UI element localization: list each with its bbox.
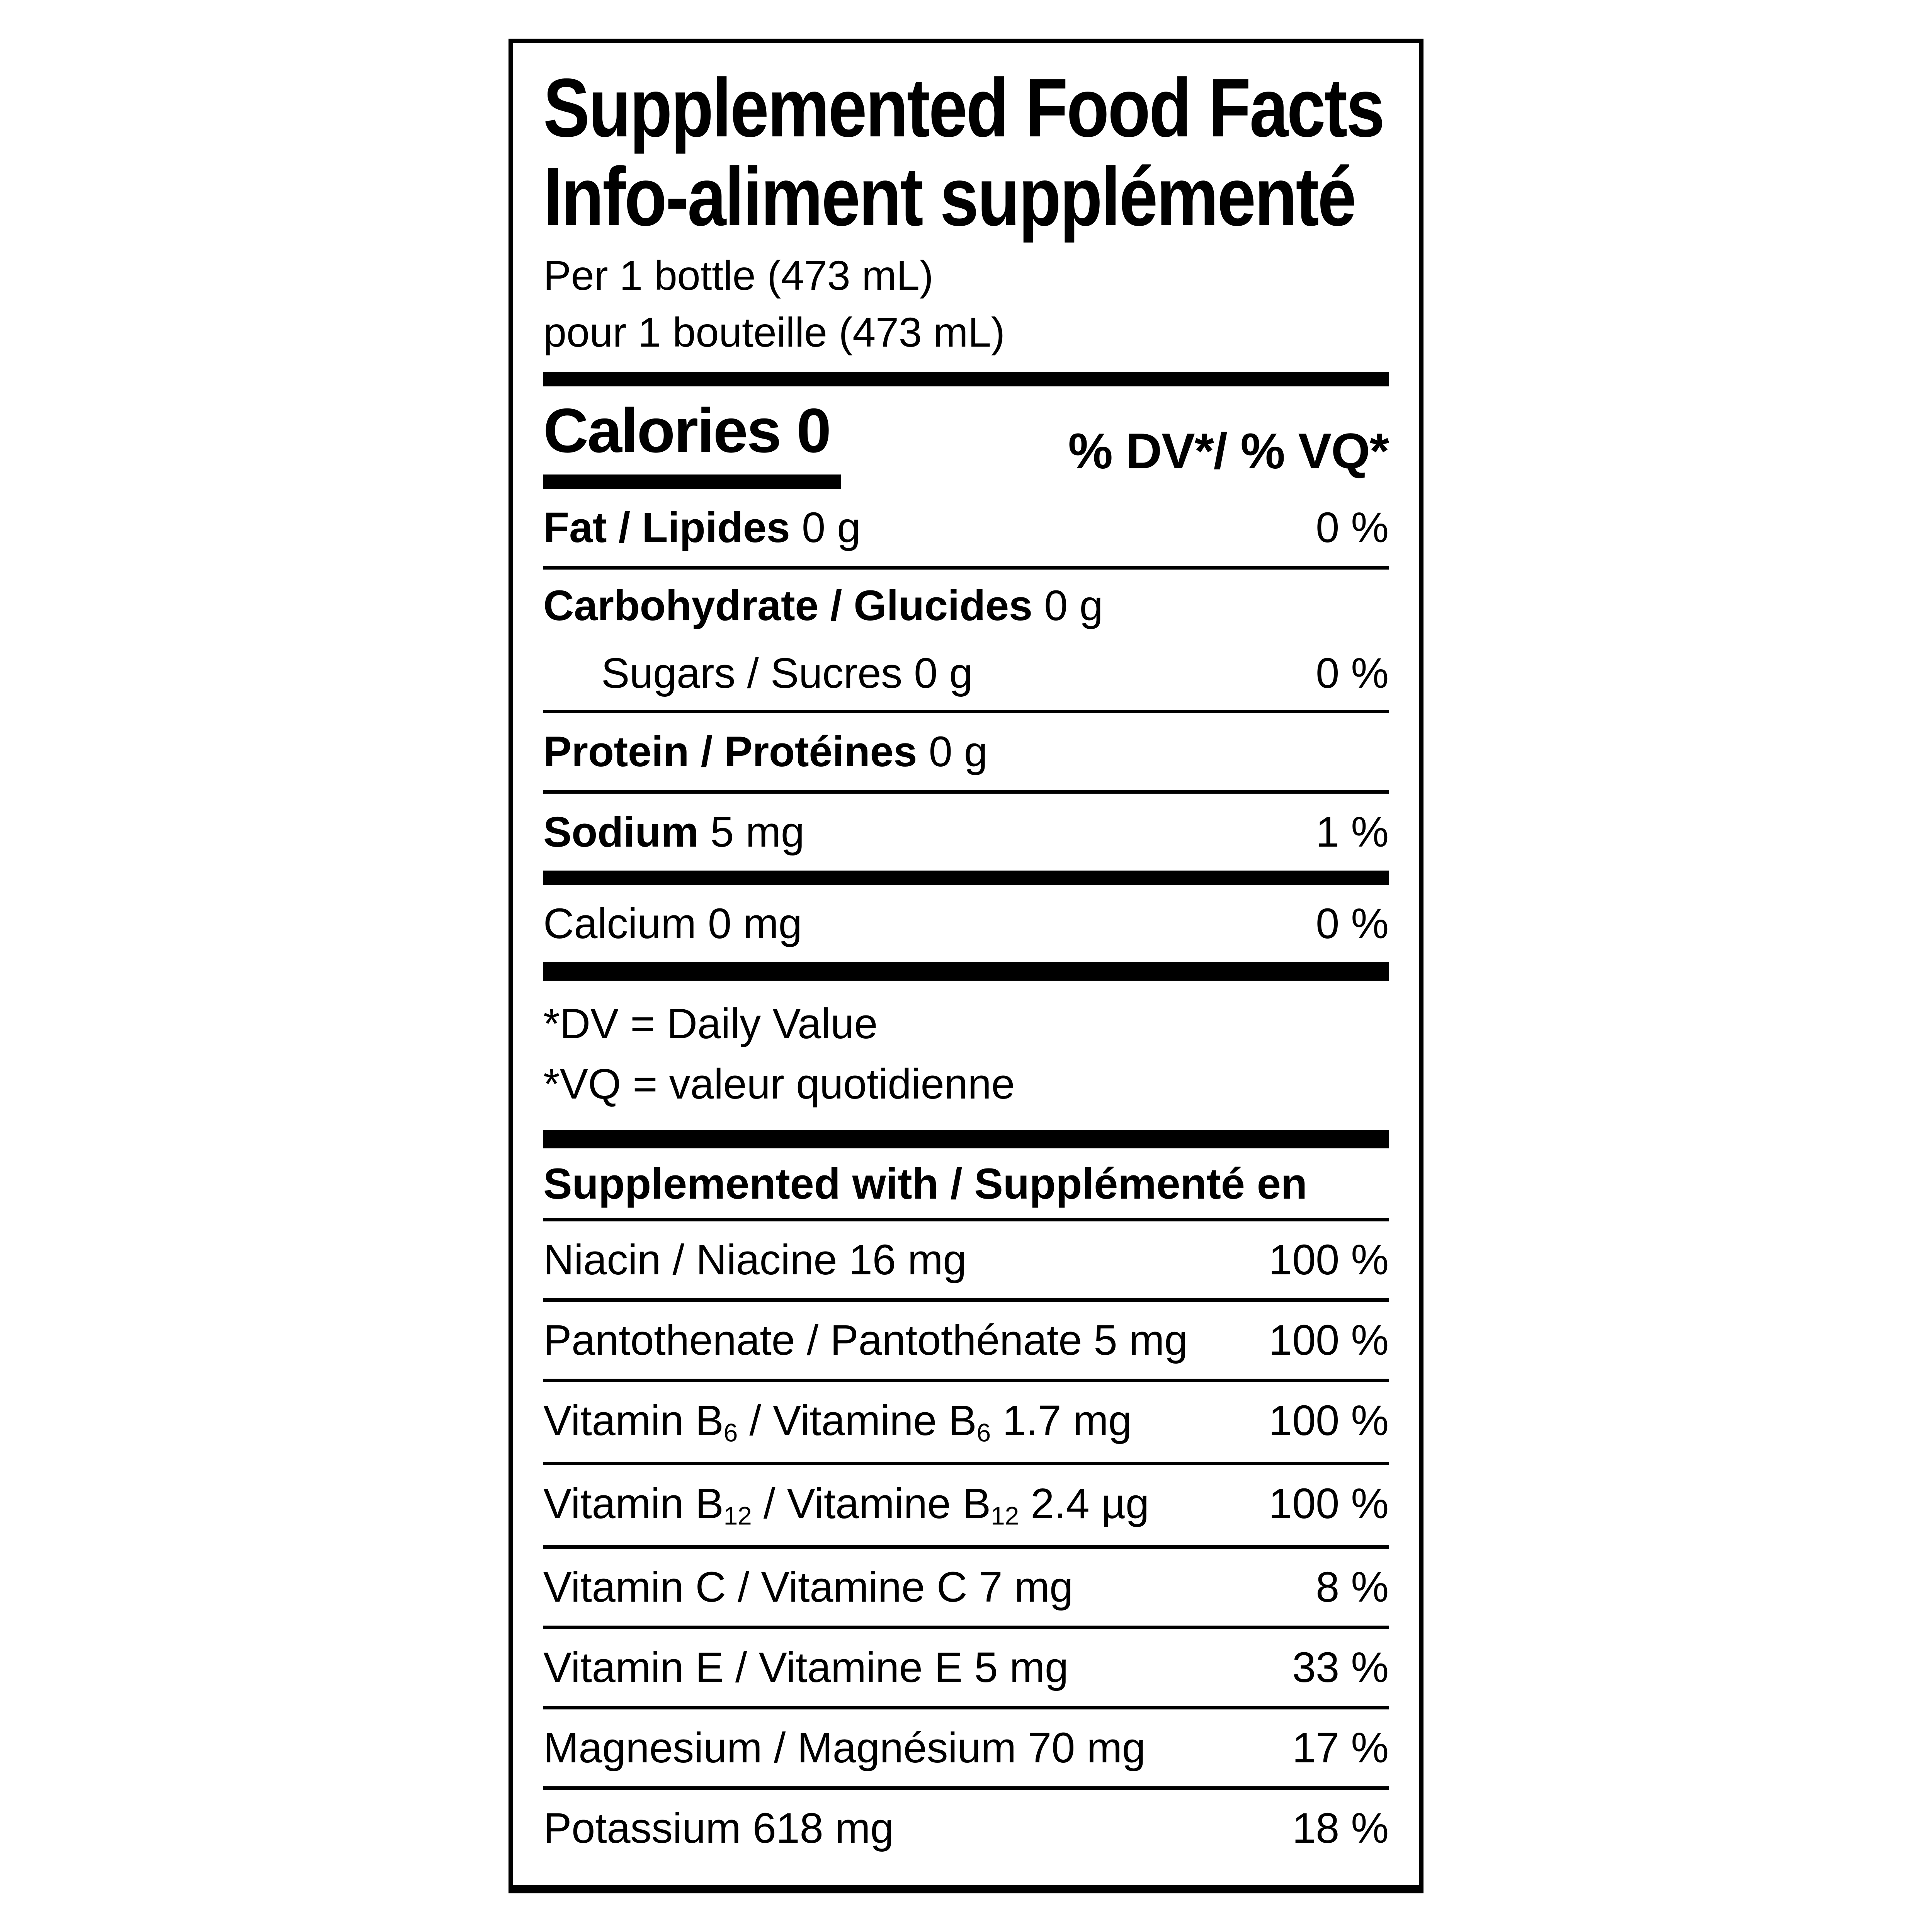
supplement-row-niacin	[543, 1221, 1389, 1298]
serving-size	[543, 247, 1389, 361]
divider	[543, 1218, 1389, 1221]
supplemented-food-facts-label	[509, 39, 1423, 1893]
vitamin-b6-percent: 100 %	[1269, 1397, 1389, 1444]
pantothenate-label: Pantothenate / Pantothénate 5 mg	[543, 1316, 1188, 1364]
sodium-label: Sodium	[543, 808, 699, 856]
divider	[543, 1706, 1389, 1709]
divider	[543, 790, 1389, 794]
nutrient-row-calcium	[543, 885, 1389, 962]
vitamin-e-percent: 33 %	[1292, 1644, 1389, 1691]
nutrient-row-fat	[543, 489, 1389, 566]
vitamin-b6-label: Vitamin $B_6$ / Vitamine $B_6$ 1.7 mg	[543, 1397, 1132, 1447]
daily-value-header: % DV*/ % VQ*	[1068, 422, 1389, 479]
sodium-percent: 1 %	[1316, 808, 1389, 856]
calories-value: 0	[796, 395, 830, 466]
supplemented-with-header: Supplemented with / Supplémenté en	[543, 1160, 1307, 1208]
calcium-amount: 0 mg	[707, 900, 802, 947]
magnesium-label: Magnesium / Magnésium 70 mg	[543, 1724, 1146, 1772]
label-title	[543, 63, 1389, 241]
vitamin-c-label: Vitamin C / Vitamine C 7 mg	[543, 1563, 1073, 1611]
divider	[543, 1298, 1389, 1302]
footnote-daily-value: *DV = Daily Value	[543, 1000, 878, 1048]
vitamin-b12-label: Vitamin $B_{12}$ / Vitamine $B_{12}$ 2.4 µg	[543, 1480, 1149, 1530]
divider	[543, 1545, 1389, 1549]
nutrient-row-carbohydrate	[543, 570, 1389, 709]
sodium-amount: 5 mg	[710, 808, 804, 856]
protein-amount: 0 g	[929, 728, 988, 776]
potassium-percent: 18 %	[1292, 1804, 1389, 1852]
fat-percent: 0 %	[1316, 503, 1389, 551]
fat-amount: 0 g	[801, 503, 861, 551]
nutrient-row-protein	[543, 713, 1389, 790]
title-english: Supplemented Food Facts	[543, 61, 1384, 154]
supplement-row-magnesium	[543, 1709, 1389, 1786]
pantothenate-percent: 100 %	[1269, 1316, 1389, 1364]
divider	[543, 1626, 1389, 1629]
separator-bar-top	[543, 372, 1389, 386]
nutrient-row-sodium	[543, 794, 1389, 871]
footnote-valeur-quotidienne: *VQ = valeur quotidienne	[543, 1060, 1015, 1108]
supplement-row-potassium	[543, 1790, 1389, 1867]
sugars-label: Sugars / Sucres	[601, 650, 902, 697]
supplement-row-vitamin-e	[543, 1629, 1389, 1706]
supplement-row-vitamin-b12	[543, 1465, 1389, 1545]
divider	[543, 1462, 1389, 1465]
supplement-row-pantothenate	[543, 1302, 1389, 1379]
calcium-label: Calcium	[543, 900, 696, 947]
carbohydrate-amount: 0 g	[1044, 582, 1103, 630]
divider	[543, 710, 1389, 713]
fat-label: Fat / Lipides	[543, 503, 790, 551]
magnesium-percent: 17 %	[1292, 1724, 1389, 1772]
vitamin-e-label: Vitamin E / Vitamine E 5 mg	[543, 1644, 1068, 1691]
sugars-amount: 0 g	[914, 650, 973, 697]
sugars-percent: 0 %	[1316, 650, 1389, 697]
vitamin-b12-percent: 100 %	[1269, 1480, 1389, 1528]
niacin-label: Niacin / Niacine 16 mg	[543, 1236, 967, 1284]
calcium-percent: 0 %	[1316, 900, 1389, 947]
protein-label: Protein / Protéines	[543, 728, 917, 776]
serving-size-english: Per 1 bottle (473 mL)	[543, 252, 934, 299]
divider	[543, 1379, 1389, 1382]
potassium-label: Potassium 618 mg	[543, 1804, 894, 1852]
carbohydrate-label: Carbohydrate / Glucides	[543, 582, 1032, 630]
separator-bar	[543, 1130, 1389, 1148]
calories-section	[543, 395, 1389, 489]
calories-text	[543, 395, 841, 466]
vitamin-c-percent: 8 %	[1316, 1563, 1389, 1611]
calories-block	[543, 395, 841, 489]
serving-size-french: pour 1 bouteille (473 mL)	[543, 308, 1005, 355]
footnotes	[543, 981, 1389, 1130]
supplement-row-vitamin-c	[543, 1549, 1389, 1626]
supplement-row-vitamin-b6	[543, 1382, 1389, 1462]
title-french: Info-aliment supplémenté	[543, 150, 1355, 243]
separator-bar	[543, 962, 1389, 981]
calories-underline-bar	[543, 474, 841, 489]
nutrient-row-sugars	[543, 650, 1389, 697]
divider	[543, 1786, 1389, 1790]
separator-bar	[543, 871, 1389, 885]
divider	[543, 566, 1389, 570]
calories-label: Calories	[543, 395, 781, 466]
niacin-percent: 100 %	[1269, 1236, 1389, 1284]
